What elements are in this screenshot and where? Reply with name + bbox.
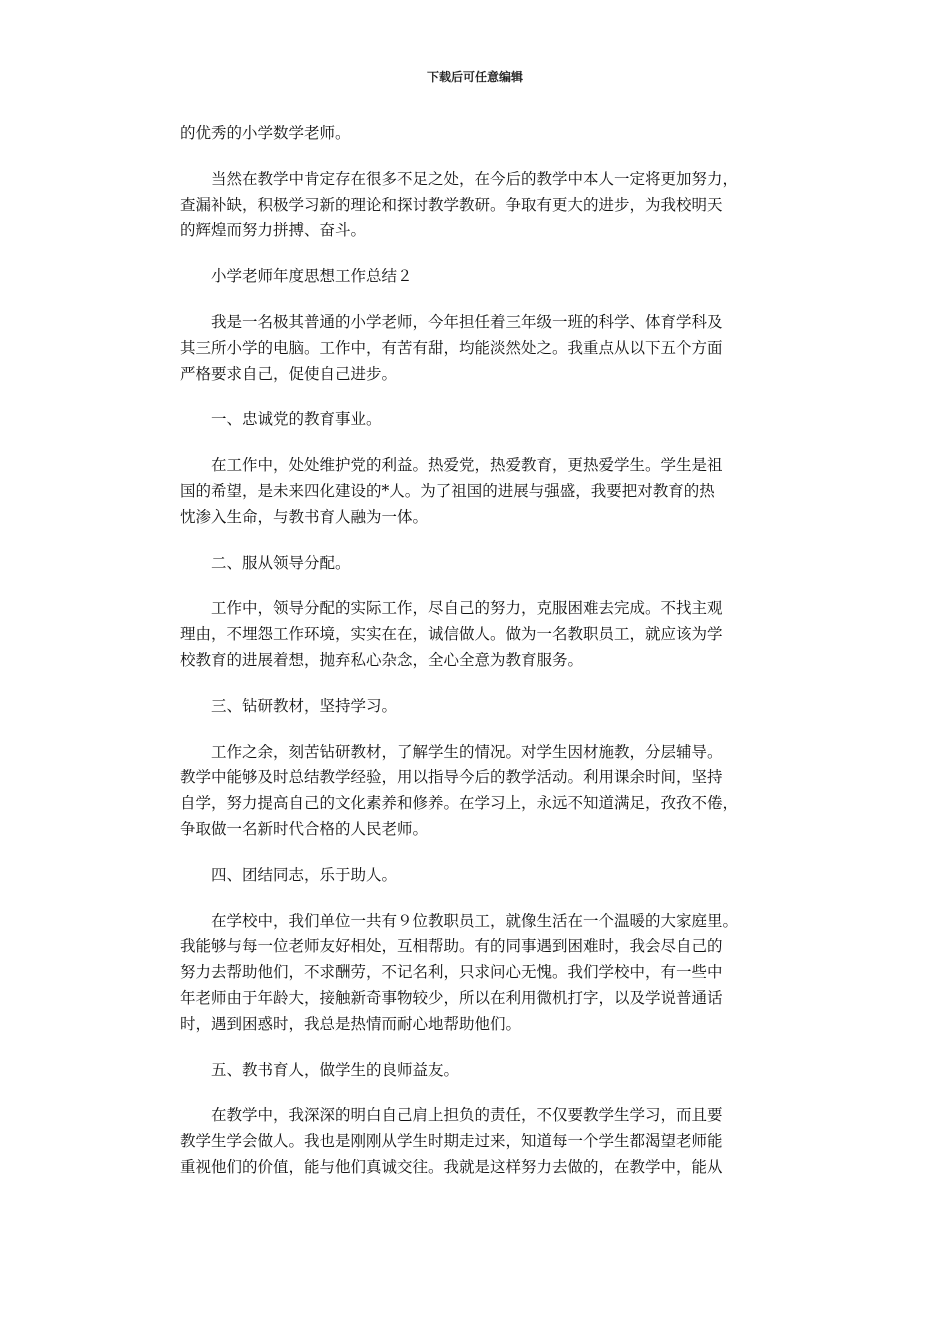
paragraph [180, 596, 780, 673]
page-header: 下载后可任意编辑 [426, 70, 523, 84]
text-line: 严格要求自己，促使自己进步。 [180, 364, 398, 383]
text-line: 二、服从领导分配。 [211, 553, 351, 572]
text-line: 小学老师年度思想工作总结２ [211, 267, 413, 286]
paragraph [180, 740, 780, 843]
text-line: 时，遇到困惑时，我总是热情而耐心地帮助他们。 [180, 1014, 522, 1033]
text-line: 在工作中，处处维护党的利益。热爱党，热爱教育，更热爱学生。学生是祖 [211, 456, 723, 475]
text-line: 努力去帮助他们，不求酬劳，不记名利，只求问心无愧。我们学校中，有一些中 [180, 963, 723, 982]
text-line: 三、钻研教材，坚持学习。 [211, 696, 398, 715]
text-line: 自学，努力提高自己的文化素养和修养。在学习上，永远不知道满足，孜孜不倦， [180, 794, 739, 813]
text-line: 工作之余，刻苦钻研教材，了解学生的情况。对学生因材施教，分层辅导。 [211, 742, 723, 761]
text-line: 重视他们的价值，能与他们真诚交往。我就是这样努力去做的，在教学中，能从 [180, 1157, 723, 1176]
text-line: 教学中能够及时总结教学经验，用以指导今后的教学活动。利用课余时间，坚持 [180, 768, 723, 787]
text-line: 一、忠诚党的教育事业。 [211, 410, 382, 429]
paragraph [180, 1103, 780, 1180]
text-line: 我是一名极其普通的小学老师，今年担任着三年级一班的科学、体育学科及 [211, 312, 723, 331]
text-line: 教学生学会做人。我也是刚刚从学生时期走过来，知道每一个学生都渴望老师能 [180, 1132, 723, 1151]
paragraph [180, 551, 780, 577]
text-line: 年老师由于年龄大，接触新奇事物较少，所以在利用微机打字，以及学说普通话 [180, 988, 723, 1007]
text-line: 的优秀的小学数学老师。 [180, 124, 351, 142]
text-line: 的辉煌而努力拼搏、奋斗。 [180, 221, 367, 240]
text-line: 我能够与每一位老师友好相处，互相帮助。有的同事遇到困难时，我会尽自己的 [180, 937, 723, 956]
paragraph [180, 694, 780, 720]
paragraph [180, 264, 780, 290]
text-line: 理由，不埋怨工作环境，实实在在，诚信做人。做为一名教职员工，就应该为学 [180, 625, 723, 644]
text-line: 四、团结同志，乐于助人。 [211, 865, 398, 884]
text-line: 校教育的进展着想，抛弃私心杂念，全心全意为教育服务。 [180, 650, 584, 669]
paragraph [180, 1058, 780, 1084]
text-line: 国的希望，是未来四化建设的*人。为了祖国的进展与强盛，我要把对教育的热 [180, 481, 715, 500]
paragraph [180, 909, 780, 1038]
text-line: 忱渗入生命，与教书育人融为一体。 [180, 507, 429, 526]
paragraph [180, 310, 780, 387]
text-line: 在学校中，我们单位一共有９位教职员工，就像生活在一个温暖的大家庭里。 [211, 911, 739, 930]
text-line: 在教学中，我深深的明白自己肩上担负的责任，不仅要教学生学习，而且要 [211, 1106, 723, 1125]
text-line: 查漏补缺，积极学习新的理论和探讨教学教研。争取有更大的进步，为我校明天 [180, 195, 723, 214]
text-line: 当然在教学中肯定存在很多不足之处，在今后的教学中本人一定将更加努力， [211, 169, 739, 188]
text-line: 其三所小学的电脑。工作中，有苦有甜，均能淡然处之。我重点从以下五个方面 [180, 338, 723, 357]
paragraph [180, 863, 780, 889]
paragraph [180, 407, 780, 433]
text-line: 工作中，领导分配的实际工作，尽自己的努力，克服困难去完成。不找主观 [211, 599, 723, 618]
text-line: 争取做一名新时代合格的人民老师。 [180, 819, 429, 838]
paragraph [180, 167, 780, 244]
paragraph [180, 453, 780, 530]
text-line: 五、教书育人，做学生的良师益友。 [211, 1060, 460, 1079]
paragraph [180, 121, 780, 147]
document-body [180, 121, 780, 1201]
